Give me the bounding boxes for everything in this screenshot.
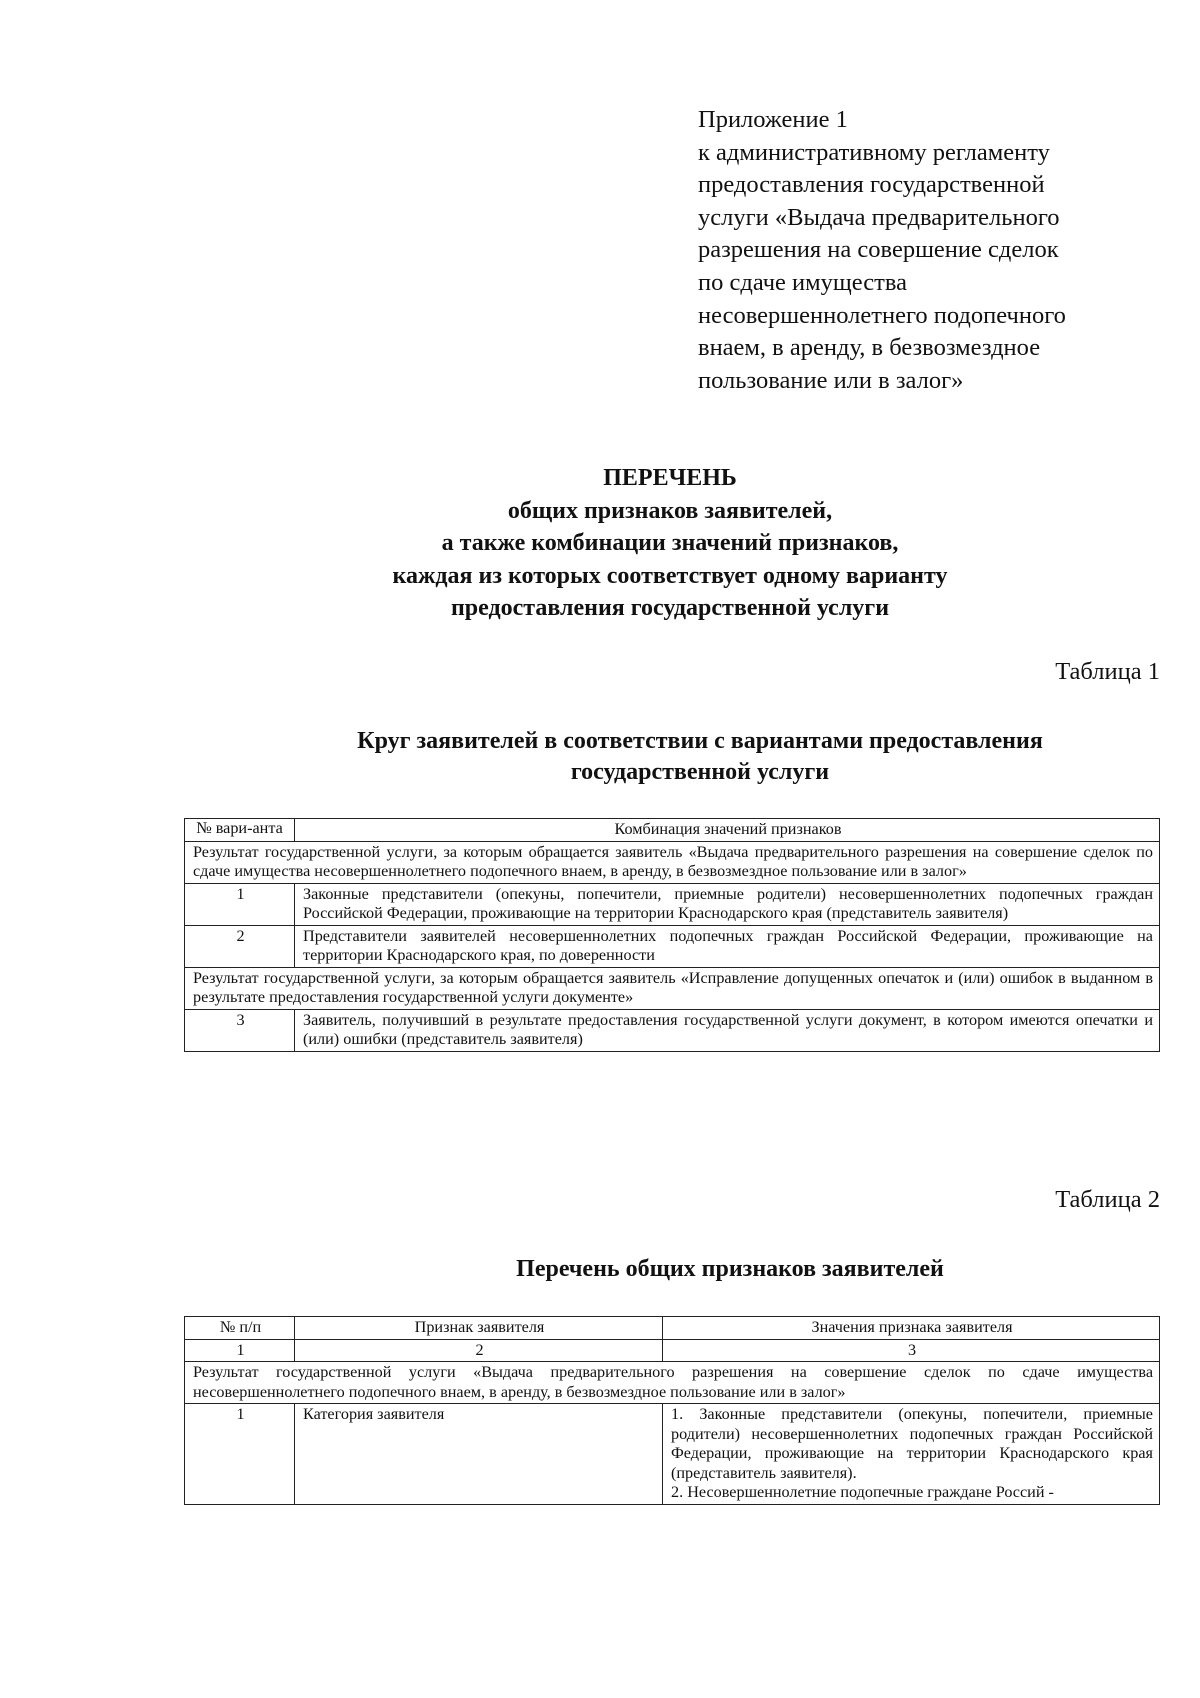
document-heading xyxy=(230,462,1110,625)
appendix-line: Приложение 1 xyxy=(698,106,848,133)
table-row xyxy=(185,841,1160,883)
table-row xyxy=(185,1339,1160,1362)
table-row xyxy=(185,1317,1160,1340)
table2-value-item: 1. Законные представители (опекуны, попечители, приемные родители) несовершеннолетних подопечных граждан Российской Федерации, проживающие на территории Краснодарского края (представитель заявителя). xyxy=(671,1405,1153,1482)
table-row xyxy=(185,925,1160,967)
table2 xyxy=(184,1316,1160,1505)
table2-value-item: 2. Несовершеннолетние подопечные граждане Россий - xyxy=(671,1483,1054,1501)
table-row xyxy=(185,1009,1160,1051)
table1-header-combination: Комбинация значений признаков xyxy=(295,819,1160,842)
table-row xyxy=(185,819,1160,842)
table2-header-sign: Признак заявителя xyxy=(295,1317,663,1340)
table2-caption: Перечень общих признаков заявителей xyxy=(516,1256,944,1282)
table2-row-number: 1 xyxy=(185,1404,295,1505)
appendix-header xyxy=(698,104,1178,397)
table-row xyxy=(185,883,1160,925)
table1-caption-line: Круг заявителей в соответствии с вариантами предоставления xyxy=(357,728,1043,754)
appendix-line: внаем, в аренду, в безвозмездное xyxy=(698,334,1041,362)
heading-title: ПЕРЕЧЕНЬ xyxy=(603,465,737,491)
table1-variant-number: 3 xyxy=(185,1009,295,1051)
table1-label: Таблица 1 xyxy=(1055,658,1160,685)
table1-header-variant: № вари-анта xyxy=(185,819,295,842)
table1-variant-number: 2 xyxy=(185,925,295,967)
table1 xyxy=(184,818,1160,1052)
table2-column-number: 2 xyxy=(295,1339,663,1362)
table1-combination-text: Представители заявителей несовершеннолетних подопечных граждан Российской Федерации, проживающие на территории Краснодарского края, по доверенности xyxy=(295,925,1160,967)
appendix-line: к административному регламенту xyxy=(698,138,1050,166)
table2-header-number: № п/п xyxy=(185,1317,295,1340)
table1-variant-number: 1 xyxy=(185,883,295,925)
appendix-line: услуги «Выдача предварительного xyxy=(698,203,1060,231)
appendix-line: разрешения на совершение сделок xyxy=(698,236,1059,264)
appendix-line: несовершеннолетнего подопечного xyxy=(698,301,1066,329)
table2-header-values: Значения признака заявителя xyxy=(663,1317,1160,1340)
table2-sign-cell: Категория заявителя xyxy=(295,1404,663,1505)
table1-combination-text: Законные представители (опекуны, попечители, приемные родители) несовершеннолетних подопечных граждан Российской Федерации, проживающие на территории Краснодарского края (представитель заявителя) xyxy=(295,883,1160,925)
table1-section-heading: Результат государственной услуги, за которым обращается заявитель «Выдача предварительного разрешения на совершение сделок по сдаче имущества несовершеннолетнего подопечного внаем, в аренду, в безвозмездное пользование или в залог» xyxy=(185,841,1160,883)
appendix-line: предоставления государственной xyxy=(698,171,1045,199)
table2-section-heading: Результат государственной услуги «Выдача предварительного разрешения на совершение сделок по сдаче имущества несовершеннолетнего подопечного внаем, в аренду, в безвозмездное пользование или в залог» xyxy=(185,1362,1160,1404)
heading-line: общих признаков заявителей, xyxy=(507,497,833,524)
table1-caption-line: государственной услуги xyxy=(570,759,830,785)
appendix-line: по сдаче имущества xyxy=(698,268,907,296)
table2-values-cell xyxy=(663,1404,1160,1505)
table2-column-number: 1 xyxy=(185,1339,295,1362)
table-row xyxy=(185,1404,1160,1505)
appendix-line: пользование или в залог» xyxy=(698,366,964,394)
heading-line: каждая из которых соответствует одному варианту xyxy=(392,562,948,589)
table1-caption xyxy=(260,726,1140,788)
table-row xyxy=(185,967,1160,1009)
heading-line: предоставления государственной услуги xyxy=(450,595,890,621)
table-row xyxy=(185,1362,1160,1404)
table1-combination-text: Заявитель, получивший в результате предоставления государственной услуги документ, в котором имеются опечатки и (или) ошибки (представитель заявителя) xyxy=(295,1009,1160,1051)
table2-label: Таблица 2 xyxy=(1055,1186,1160,1213)
table2-column-number: 3 xyxy=(663,1339,1160,1362)
table1-section-heading: Результат государственной услуги, за которым обращается заявитель «Исправление допущенных опечаток и (или) ошибок в выданном в результате предоставления государственной услуги документе» xyxy=(185,967,1160,1009)
heading-line: а также комбинации значений признаков, xyxy=(441,530,899,556)
